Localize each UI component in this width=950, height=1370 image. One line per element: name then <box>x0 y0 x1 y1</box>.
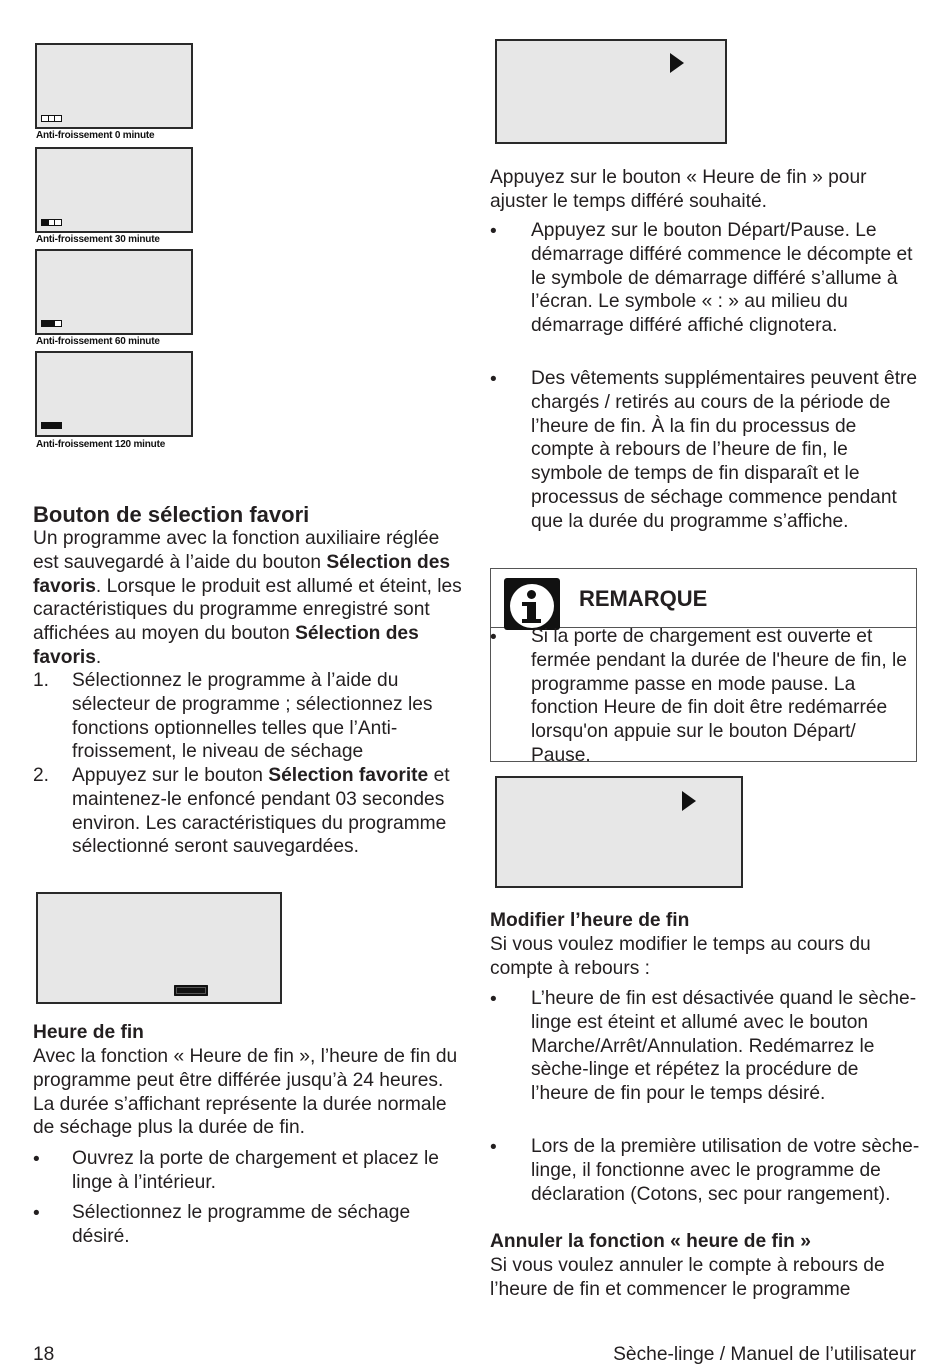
bullet-disabled: L’heure de fin est désactivée quand le sèche-linge est éteint et allumé avec le bouton Marche/Arrêt/Annulation. Redémarrez le sèche-linge et répétez la procédure de l’heure de fin pour le temps désiré. <box>531 988 917 1105</box>
step-number: 1. <box>33 670 50 691</box>
play-triangle-icon <box>682 791 696 811</box>
bullet-marker: • <box>33 1149 40 1170</box>
step-number: 2. <box>33 765 50 786</box>
step-1-text: Sélectionnez le programme à l’aide du sélecteur de programme ; sélectionnez les fonctions optionnelles telles que l’Anti-froissement, le niveau de séchage <box>72 670 433 763</box>
caption-anti-crease-120: Anti-froissement 120 minute <box>36 439 166 450</box>
bullet-marker: • <box>490 989 497 1010</box>
info-icon <box>504 578 560 630</box>
section-heading-favorite: Bouton de sélection favori <box>33 502 310 527</box>
bullet-marker: • <box>490 221 497 242</box>
adjust-paragraph: Appuyez sur le bouton « Heure de fin » pour ajuster le temps différé souhaité. <box>490 167 867 212</box>
cancel-paragraph: Si vous voulez annuler le compte à rebours de l’heure de fin et commencer le programme <box>490 1255 885 1300</box>
end-time-paragraph: Avec la fonction « Heure de fin », l’heure de fin du programme peut être différée jusqu’à 24 heures. La durée s’affichant représente la durée normale de séchage plus la durée de fin. <box>33 1046 458 1139</box>
section-heading-end-time: Heure de fin <box>33 1022 144 1043</box>
section-heading-modify: Modifier l’heure de fin <box>490 910 690 931</box>
section-heading-cancel: Annuler la fonction « heure de fin » <box>490 1231 811 1252</box>
anti-crease-level-indicator <box>41 422 62 429</box>
bullet-marker: • <box>33 1203 40 1224</box>
footer-title: Sèche-linge / Manuel de l’utilisateur <box>613 1344 916 1365</box>
bullet-select-program: Sélectionnez le programme de séchage désiré. <box>72 1202 411 1247</box>
favorite-symbol-icon <box>174 985 208 996</box>
bullet-extra-clothes: Des vêtements supplémentaires peuvent être chargés / retirés au cours de la période de l’heure de fin. À la fin du processus de compte à rebours de l’heure de fin, le symbole de temps de fin disparaît et le processus de séchage commence pendant que la durée du programme s’affiche. <box>531 368 918 532</box>
display-end-time-top <box>495 39 727 144</box>
display-end-time-bottom <box>495 776 743 888</box>
play-triangle-icon <box>670 53 684 73</box>
bullet-marker: • <box>490 627 497 648</box>
bullet-first-use: Lors de la première utilisation de votre sèche-linge, il fonctionne avec le programme de déclaration (Cotons, sec pour rangement). <box>531 1136 920 1205</box>
caption-anti-crease-60: Anti-froissement 60 minute <box>36 336 160 347</box>
anti-crease-level-indicator <box>41 219 62 226</box>
modify-paragraph: Si vous voulez modifier le temps au cours du compte à rebours : <box>490 934 871 979</box>
page-number: 18 <box>33 1344 55 1365</box>
step-2-text: Appuyez sur le bouton Sélection favorite et maintenez-le enfoncé pendant 03 secondes environ. Les caractéristiques du programme sélectionné seront sauvegardées. <box>72 765 450 858</box>
caption-anti-crease-0: Anti-froissement 0 minute <box>36 130 155 141</box>
anti-crease-level-indicator <box>41 115 62 122</box>
note-title: REMARQUE <box>579 586 708 611</box>
bullet-start-pause: Appuyez sur le bouton Départ/Pause. Le démarrage différé commence le décompte et le symbole de démarrage différé s’allume à l’écran. Le symbole « : » au milieu du démarrage différé affiché clignotera. <box>531 220 913 337</box>
bullet-open-door: Ouvrez la porte de chargement et placez le linge à l’intérieur. <box>72 1148 439 1193</box>
bullet-marker: • <box>490 1137 497 1158</box>
favorite-paragraph: Un programme avec la fonction auxiliaire réglée est sauvegardé à l’aide du bouton Sélection des favoris. Lorsque le produit est allumé et éteint, les caractéristiques du programme enregistré sont affichées au moyen du bouton Sélection des favoris. <box>33 528 462 668</box>
caption-anti-crease-30: Anti-froissement 30 minute <box>36 234 160 245</box>
anti-crease-level-indicator <box>41 320 62 327</box>
note-text: Si la porte de chargement est ouverte et fermée pendant la durée de l'heure de fin, le programme passe en mode pause. La fonction Heure de fin doit être redémarrée lorsqu'on appuie sur le bouton Départ/ Pause. <box>531 626 907 766</box>
bullet-marker: • <box>490 369 497 390</box>
display-favorite <box>36 892 282 1004</box>
